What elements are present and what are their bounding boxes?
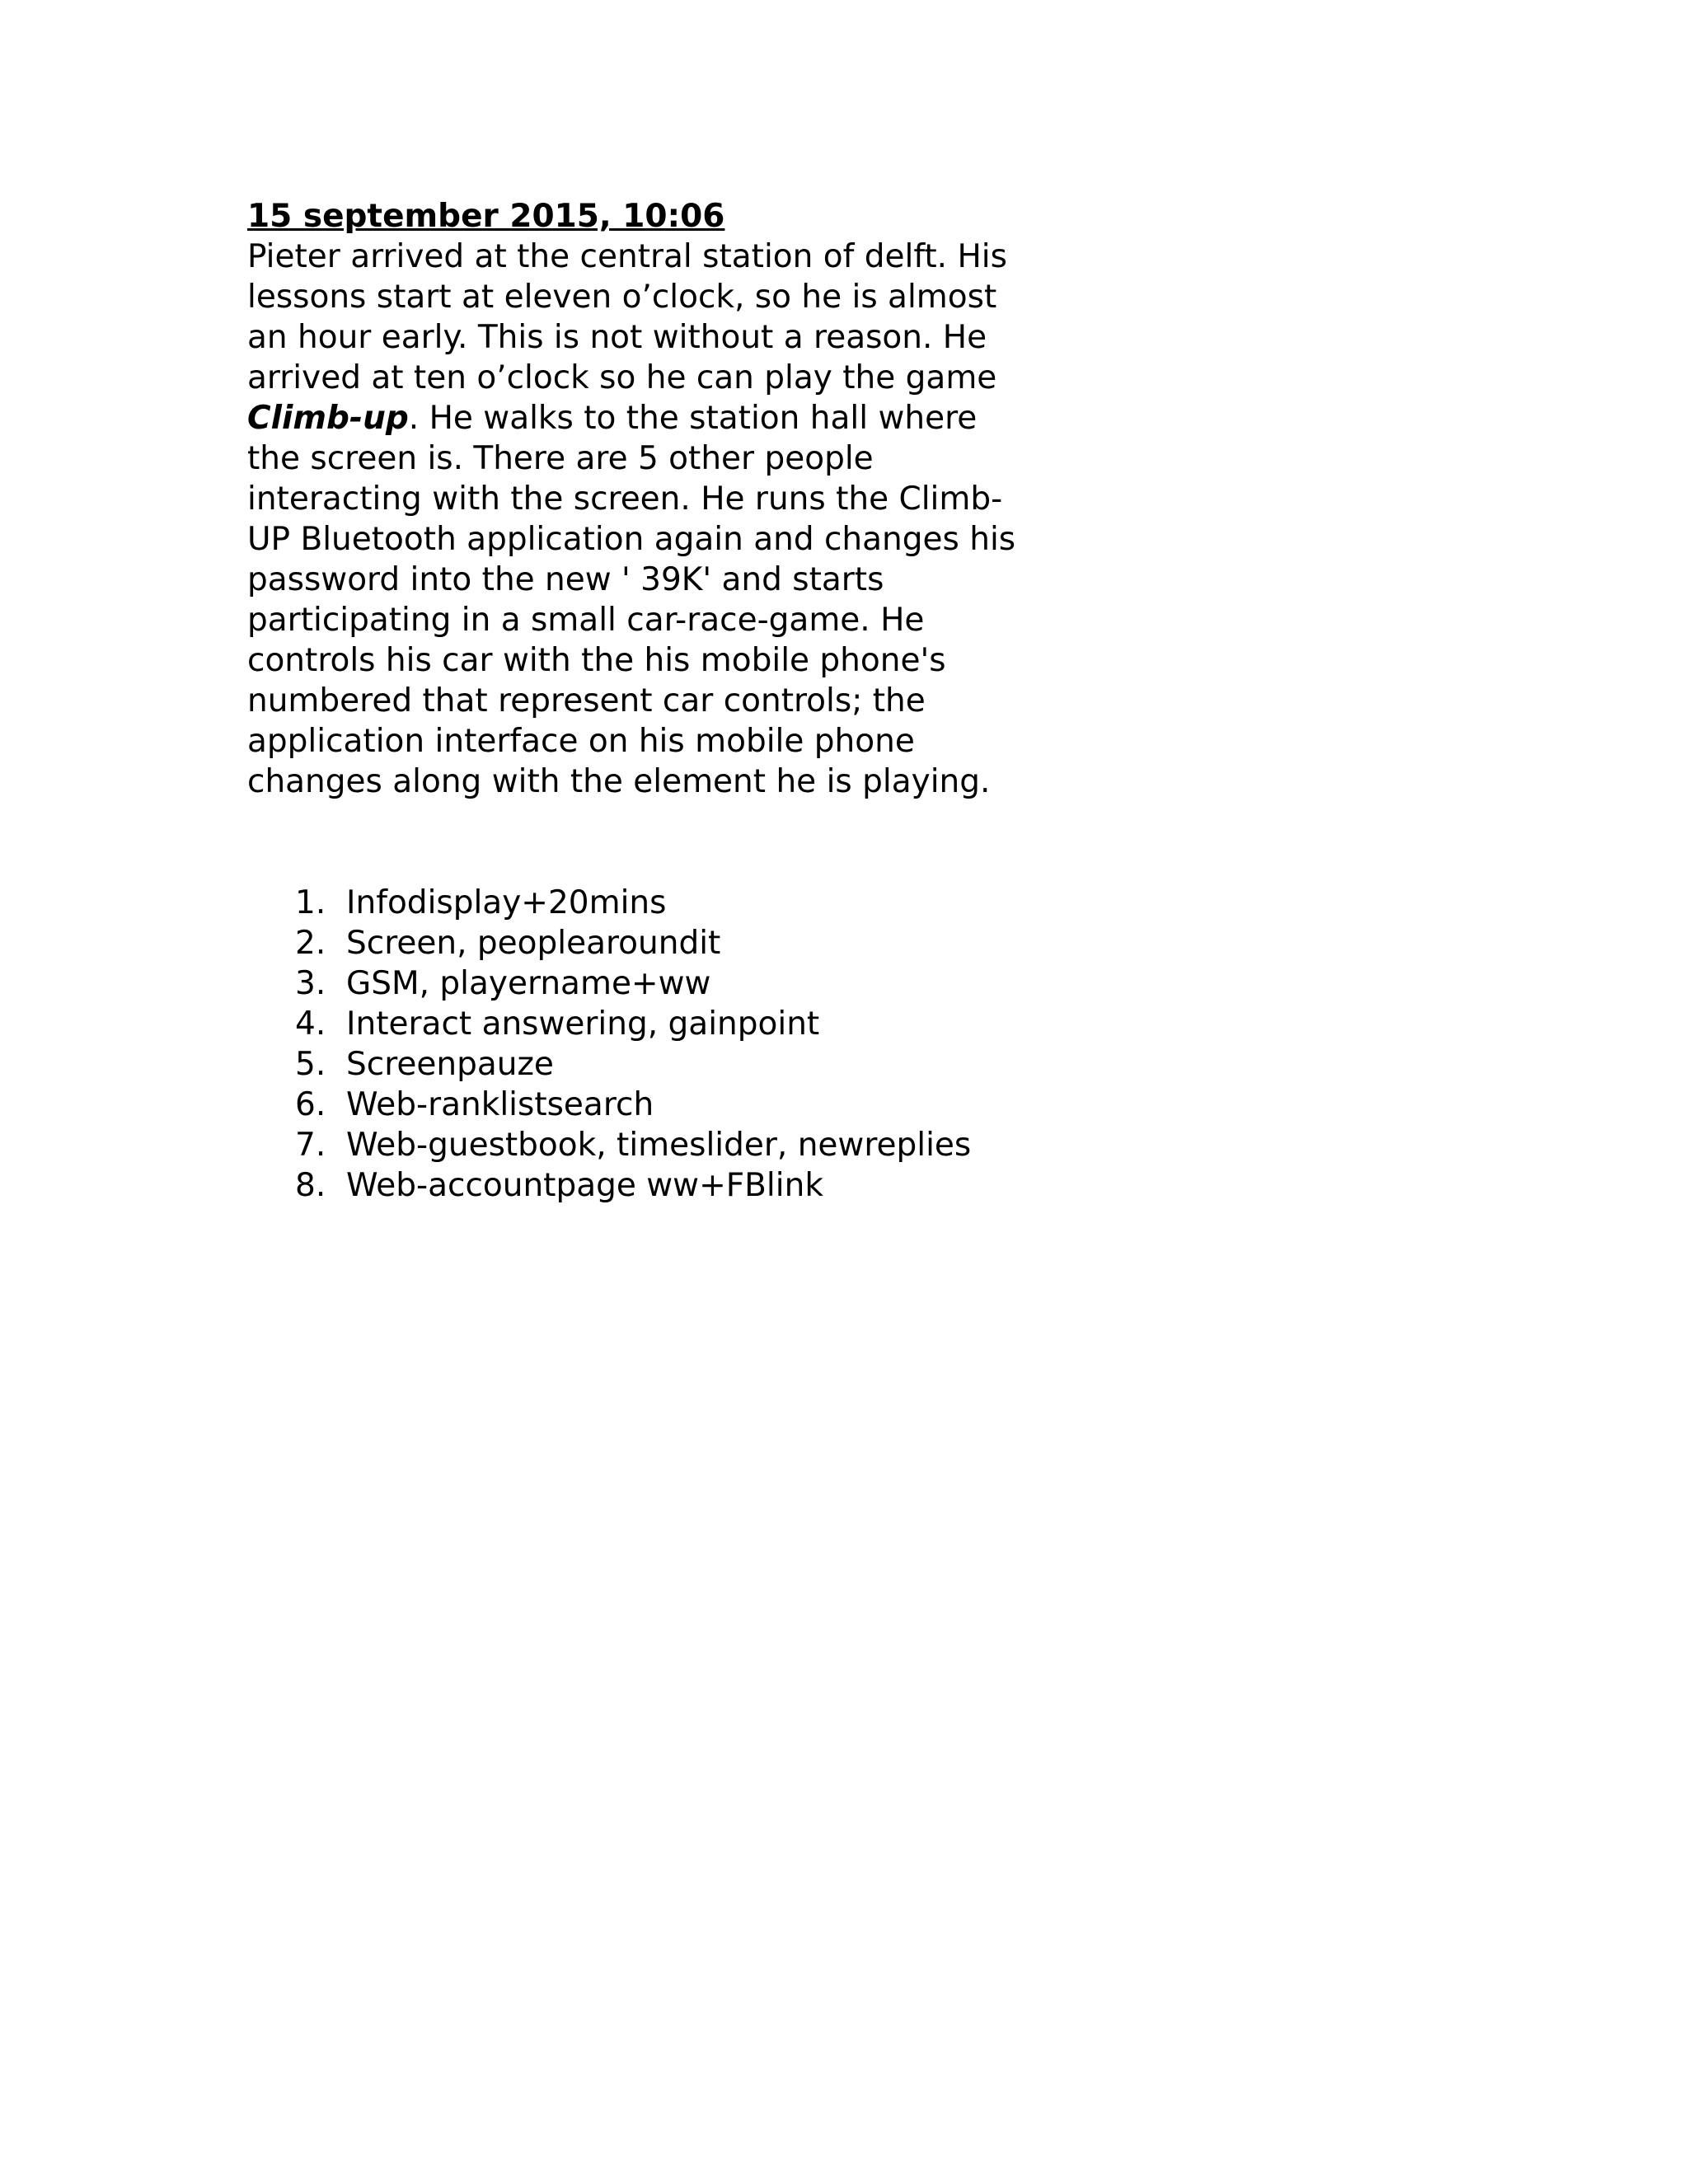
list-item: [247, 1085, 1039, 1125]
game-name: Climb-up: [247, 400, 409, 437]
list-item-text: Screen, peoplearoundit: [346, 925, 721, 962]
list-item: [247, 1125, 1039, 1165]
list-item: [247, 963, 1039, 1004]
document-body: [247, 196, 1039, 1206]
list-item-text: GSM, playername+ww: [346, 965, 711, 1002]
list-item: [247, 1165, 1039, 1206]
list-item: [247, 1004, 1039, 1044]
scenario-text-start: Pieter arrived at the central station of delft. His lessons start at eleven o’clock, so he is almost an hour early. This is not without a reason. He arrived at ten o’clock so he can play the game: [247, 238, 1007, 396]
list-item-number: 8.: [295, 1167, 326, 1204]
scenario-text-end: . He walks to the station hall where the screen is. There are 5 other people interacting with the screen. He runs the Climb-UP Bluetooth application again and changes his password into the new ' 39K' and starts participating in a small car-race-game. He controls his car with the his mobile phone's numbered that represent car controls; the application interface on his mobile phone changes along with the element he is playing.: [247, 400, 1016, 800]
list-item-text: Web-guestbook, timeslider, newreplies: [346, 1127, 972, 1164]
list-item-number: 2.: [295, 925, 326, 962]
list-item: [247, 923, 1039, 963]
list-item-text: Screenpauze: [346, 1046, 554, 1083]
list-item-number: 6.: [295, 1086, 326, 1123]
scenario-paragraph: [247, 237, 1039, 802]
list-item-text: Web-accountpage ww+FBlink: [346, 1167, 823, 1204]
list-item-number: 1.: [295, 884, 326, 921]
entry-date-heading: 15 september 2015, 10:06: [247, 198, 725, 235]
list-item-text: Interact answering, gainpoint: [346, 1005, 820, 1043]
list-item-number: 4.: [295, 1005, 326, 1043]
list-item-number: 7.: [295, 1127, 326, 1164]
list-item: [247, 1044, 1039, 1085]
list-item: [247, 883, 1039, 923]
list-item-number: 5.: [295, 1046, 326, 1083]
list-item-text: Web-ranklistsearch: [346, 1086, 654, 1123]
list-item-text: Infodisplay+20mins: [346, 884, 667, 921]
steps-list: [247, 883, 1039, 1206]
list-item-number: 3.: [295, 965, 326, 1002]
